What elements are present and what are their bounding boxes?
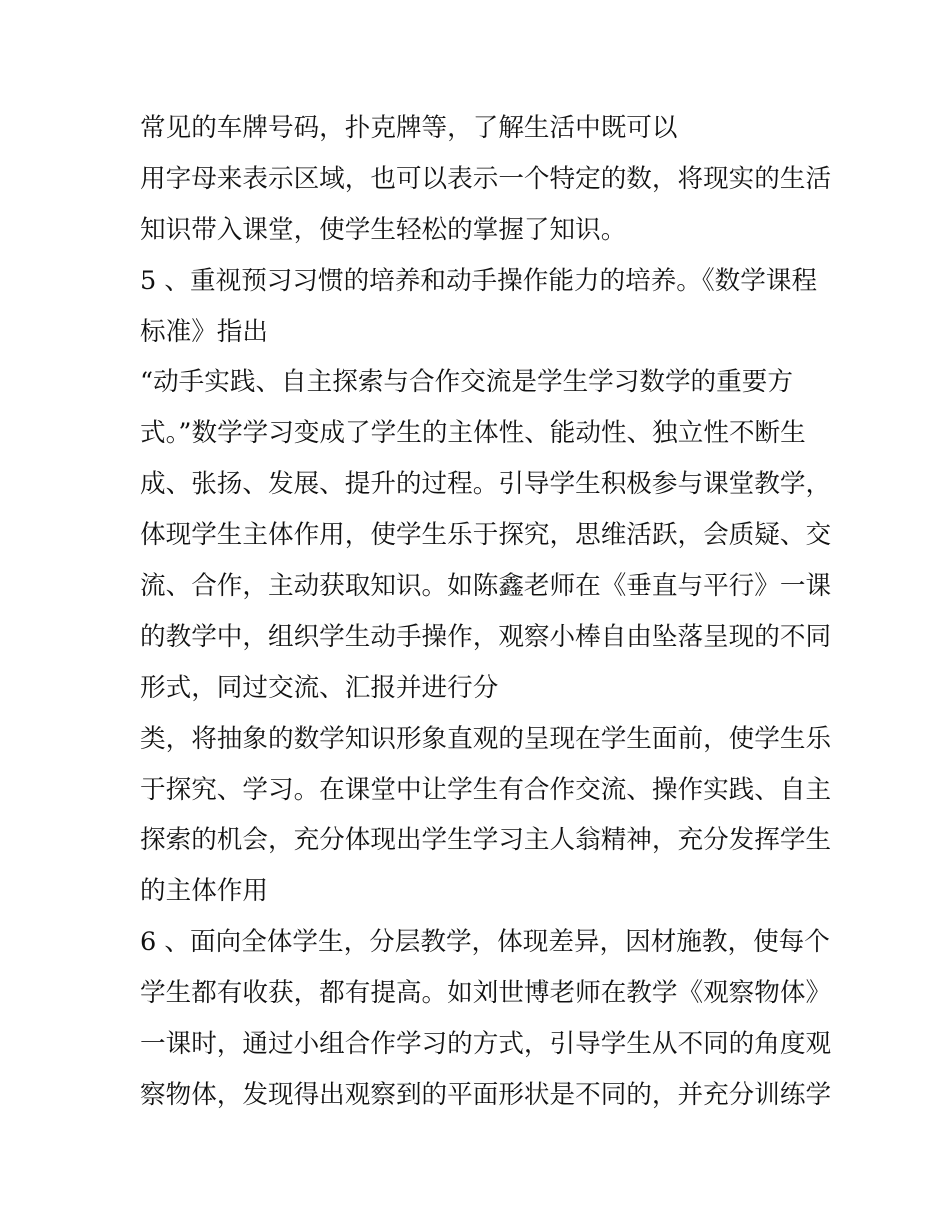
text-line: 流、合作，主动获取知识。如陈鑫老师在《垂直与平行》一课 (140, 571, 832, 602)
text-line: 于探究、学习。在课堂中让学生有合作交流、操作实践、自主 (140, 774, 832, 805)
text-line: 学生都有收获，都有提高。如刘世博老师在教学《观察物体》 (140, 978, 832, 1009)
text-line: 探索的机会，充分体现出学生学习主人翁精神，充分发挥学生 (140, 825, 832, 856)
text-line: 知识带入课堂，使学生轻松的掌握了知识。 (140, 214, 627, 245)
text-line: 类，将抽象的数学知识形象直观的呈现在学生面前，使学生乐 (140, 723, 832, 754)
text-line: 6 、面向全体学生，分层教学，体现差异，因材施教，使每个 (140, 927, 830, 958)
text-line: 察物体，发现得出观察到的平面形状是不同的，并充分训练学 (140, 1079, 832, 1110)
text-line: 的主体作用 (140, 876, 268, 907)
text-line: 常见的车牌号码，扑克牌等，了解生活中既可以 (140, 113, 678, 143)
text-line: 5 、重视预习习惯的培养和动手操作能力的培养。《数学课程 (140, 265, 818, 296)
text-line: 一课时，通过小组合作学习的方式，引导学生从不同的角度观 (140, 1029, 832, 1060)
document-body (140, 103, 840, 1121)
text-line: 用字母来表示区域，也可以表示一个特定的数，将现实的生活 (140, 163, 832, 194)
text-line: 形式，同过交流、汇报并进行分 (140, 672, 499, 703)
text-line: 体现学生主体作用，使学生乐于探究，思维活跃，会质疑、交 (140, 520, 832, 551)
text-line: 式。”数学学习变成了学生的主体性、能动性、独立性不断生 (140, 418, 806, 449)
text-line: “动手实践、自主探索与合作交流是学生学习数学的重要方 (140, 367, 793, 398)
text-line: 标准》指出 (140, 316, 268, 347)
text-line: 的教学中，组织学生动手操作，观察小棒自由坠落呈现的不同 (140, 621, 832, 652)
text-line: 成、张扬、发展、提升的过程。引导学生积极参与课堂教学， (140, 469, 832, 500)
